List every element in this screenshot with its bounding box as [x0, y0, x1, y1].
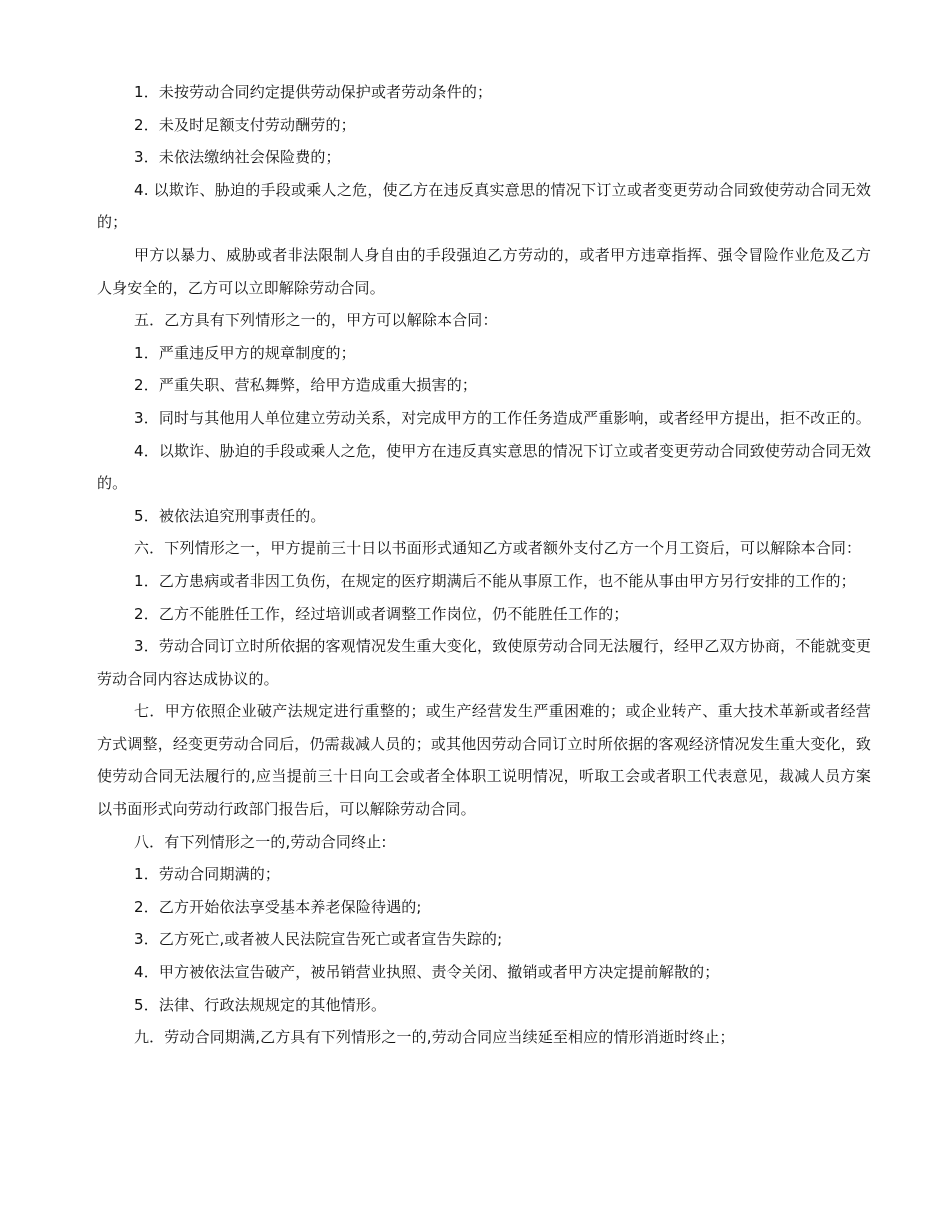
list-item: 1．乙方患病或者非因工负伤，在规定的医疗期满后不能从事原工作，也不能从事由甲方另行安排的工作的；	[134, 571, 856, 590]
list-item: 2．乙方不能胜任工作，经过培训或者调整工作岗位，仍不能胜任工作的；	[134, 604, 629, 623]
list-item: 4. 以欺诈、胁迫的手段或乘人之危，使乙方在违反真实意思的情况下订立或者变更劳动合同致使劳动合同无效的；	[97, 180, 871, 232]
list-item: 2．严重失职、营私舞弊，给甲方造成重大损害的；	[134, 376, 477, 395]
list-item: 3．未依法缴纳社会保险费的；	[134, 148, 341, 167]
paragraph: 甲方以暴力、威胁或者非法限制人身自由的手段强迫乙方劳动的，或者甲方违章指挥、强令冒险作业危及乙方人身安全的，乙方可以立即解除劳动合同。	[97, 245, 871, 297]
list-item: 3．乙方死亡,或者被人民法院宣告死亡或者宣告失踪的;	[134, 930, 503, 949]
list-item: 1．未按劳动合同约定提供劳动保护或者劳动条件的；	[134, 83, 493, 101]
list-item: 4．甲方被依法宣告破产，被吊销营业执照、责令关闭、撤销或者甲方决定提前解散的；	[134, 963, 720, 982]
list-item: 1．劳动合同期满的；	[134, 865, 281, 884]
section-heading: 五．乙方具有下列情形之一的，甲方可以解除本合同：	[134, 311, 498, 330]
list-item: 2．乙方开始依法享受基本养老保险待遇的;	[134, 897, 422, 916]
section-heading: 七．甲方依照企业破产法规定进行重整的；或生产经营发生严重困难的；或企业转产、重大技术革新或者经营方式调整，经变更劳动合同后，仍需裁减人员的；或其他因劳动合同订立时所依据的客观经济情况发生重大变化，致使劳动合同无法履行的,应当提前三十日向工会或者全体职工说明情况，听取工会或者职工代表意见，裁减人员方案以书面形式向劳动行政部门报告后，可以解除劳动合同。	[97, 702, 871, 819]
section-heading: 八．有下列情形之一的,劳动合同终止:	[134, 832, 387, 851]
list-item: 4．以欺诈、胁迫的手段或乘人之危，使甲方在违反真实意思的情况下订立或者变更劳动合同致使劳动合同无效的。	[97, 441, 871, 493]
list-item: 3．劳动合同订立时所依据的客观情况发生重大变化，致使原劳动合同无法履行，经甲乙双方协商，不能就变更劳动合同内容达成协议的。	[97, 637, 871, 688]
list-item: 3．同时与其他用人单位建立劳动关系，对完成甲方的工作任务造成严重影响，或者经甲方提出，拒不改正的。	[134, 408, 871, 427]
list-item: 1．严重违反甲方的规章制度的；	[134, 343, 356, 362]
section-heading: 九．劳动合同期满,乙方具有下列情形之一的,劳动合同应当续延至相应的情形消逝时终止；	[134, 1028, 735, 1047]
section-heading: 六．下列情形之一，甲方提前三十日以书面形式通知乙方或者额外支付乙方一个月工资后，可以解除本合同：	[134, 539, 862, 558]
list-item: 5．被依法追究刑事责任的。	[134, 506, 326, 525]
list-item: 2．未及时足额支付劳动酬劳的；	[134, 115, 356, 134]
list-item: 5．法律、行政法规规定的其他情形。	[134, 995, 387, 1014]
document-body	[97, 76, 871, 1054]
